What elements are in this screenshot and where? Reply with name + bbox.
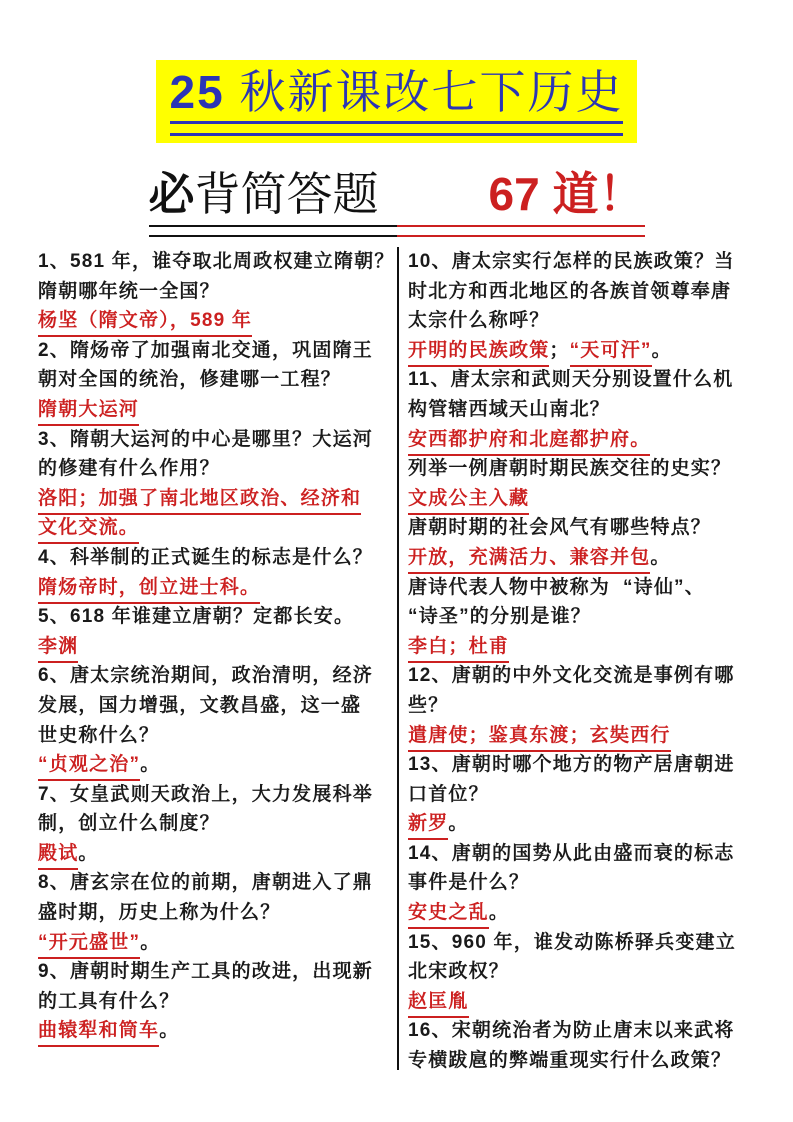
punctuation-segment: ； bbox=[549, 339, 570, 361]
question-text-segment: 些？ bbox=[408, 694, 449, 716]
qa-line bbox=[38, 928, 393, 958]
qa-line bbox=[38, 602, 393, 632]
title-double-underline bbox=[170, 121, 624, 136]
subtitle-black-rest: 背简答题 bbox=[194, 168, 379, 220]
question-text-segment: “诗圣”的分别是谁？ bbox=[408, 606, 592, 628]
qa-line bbox=[408, 721, 768, 751]
answer-text-segment: “开元盛世” bbox=[38, 929, 140, 959]
punctuation-segment: 。 bbox=[78, 842, 99, 864]
question-text-segment: 14、唐朝的国势从此由盛而衰的标志 bbox=[408, 842, 735, 864]
qa-line bbox=[408, 1016, 768, 1046]
page-title-text bbox=[170, 66, 624, 118]
question-text-segment: 朝对全国的统治，修建哪一工程？ bbox=[38, 369, 342, 391]
qa-line bbox=[408, 513, 768, 543]
qa-line bbox=[408, 395, 768, 425]
qa-line bbox=[38, 247, 393, 277]
question-text-segment: 唐朝时期的社会风气有哪些特点？ bbox=[408, 517, 712, 539]
question-text-segment: 5、618 年谁建立唐朝？定都长安。 bbox=[38, 606, 355, 628]
qa-line bbox=[38, 661, 393, 691]
answer-text-segment: 赵匡胤 bbox=[408, 988, 469, 1018]
qa-line bbox=[408, 602, 768, 632]
qa-line bbox=[408, 987, 768, 1017]
answer-text-segment: “天可汗” bbox=[570, 337, 652, 367]
page-title bbox=[156, 60, 638, 143]
question-text-segment: 专横跋扈的弊端重现实行什么政策？ bbox=[408, 1050, 732, 1072]
answer-text-segment: 隋炀帝时，创立进士科。 bbox=[38, 574, 260, 604]
question-text-segment: 列举一例唐朝时期民族交往的史实？ bbox=[408, 458, 732, 480]
answer-text-segment: 安史之乱 bbox=[408, 899, 489, 929]
qa-line bbox=[38, 1016, 393, 1046]
qa-line bbox=[38, 425, 393, 455]
qa-line bbox=[38, 336, 393, 366]
question-text-segment: 4、科举制的正式诞生的标志是什么？ bbox=[38, 546, 373, 568]
question-text-segment: 时北方和西北地区的各族首领尊奉唐 bbox=[408, 280, 732, 302]
answer-text-segment: 洛阳；加强了南北地区政治、经济和 bbox=[38, 485, 361, 515]
answer-text-segment: 开明的民族政策 bbox=[408, 337, 549, 367]
answer-text-segment: 李渊 bbox=[38, 633, 78, 663]
question-text-segment: 口首位？ bbox=[408, 783, 489, 805]
qa-line bbox=[38, 513, 393, 543]
question-text-segment: 隋朝哪年统一全国？ bbox=[38, 280, 220, 302]
qa-line bbox=[408, 454, 768, 484]
qa-line bbox=[38, 750, 393, 780]
question-text-segment: 盛时期，历史上称为什么？ bbox=[38, 902, 281, 924]
qa-line bbox=[408, 365, 768, 395]
qa-line bbox=[408, 898, 768, 928]
qa-line bbox=[408, 928, 768, 958]
punctuation-segment: 。 bbox=[448, 813, 469, 835]
subtitle-heavy-char: 必 bbox=[148, 168, 195, 220]
qa-line bbox=[408, 573, 768, 603]
question-text-segment: 8、唐玄宗在位的前期，唐朝进入了鼎 bbox=[38, 872, 373, 894]
question-text-segment: 唐诗代表人物中被称为 “诗仙”、 bbox=[408, 576, 705, 598]
qa-line bbox=[408, 750, 768, 780]
column-divider bbox=[397, 247, 399, 1070]
punctuation-segment: 。 bbox=[140, 931, 161, 953]
question-text-segment: 的工具有什么？ bbox=[38, 990, 180, 1012]
punctuation-segment: 。 bbox=[650, 546, 671, 568]
qa-line bbox=[38, 306, 393, 336]
subtitle-black-part bbox=[149, 167, 379, 221]
question-text-segment: 12、唐朝的中外文化交流是事例有哪 bbox=[408, 665, 735, 687]
qa-line bbox=[38, 454, 393, 484]
qa-line bbox=[38, 839, 393, 869]
qa-line bbox=[408, 306, 768, 336]
answer-text-segment: 殿试 bbox=[38, 840, 78, 870]
qa-line bbox=[38, 543, 393, 573]
qa-line bbox=[38, 957, 393, 987]
punctuation-segment: 。 bbox=[159, 1020, 180, 1042]
subtitle-section bbox=[149, 167, 645, 237]
qa-line bbox=[38, 484, 393, 514]
qa-line bbox=[38, 395, 393, 425]
question-text-segment: 构管辖西域天山南北？ bbox=[408, 398, 611, 420]
subtitle-underline-red bbox=[397, 225, 645, 237]
answer-text-segment: 杨坚（隋文帝），589 年 bbox=[38, 307, 252, 337]
qa-line bbox=[38, 809, 393, 839]
qa-line bbox=[38, 780, 393, 810]
qa-line bbox=[408, 1046, 768, 1076]
punctuation-segment: 。 bbox=[488, 902, 510, 924]
answer-text-segment: 隋朝大运河 bbox=[38, 396, 139, 426]
qa-line bbox=[38, 573, 393, 603]
question-text-segment: 事件是什么？ bbox=[408, 872, 530, 894]
qa-line bbox=[38, 721, 393, 751]
answer-text-segment: 开放，充满活力、兼容并包 bbox=[408, 544, 650, 574]
qa-line bbox=[38, 868, 393, 898]
qa-line bbox=[38, 277, 393, 307]
qa-line bbox=[38, 632, 393, 662]
question-text-segment: 世史称什么？ bbox=[38, 724, 160, 746]
answer-text-segment: “贞观之治” bbox=[38, 751, 140, 781]
qa-line bbox=[408, 543, 768, 573]
question-text-segment: 15、960 年，谁发动陈桥驿兵变建立 bbox=[408, 931, 736, 953]
question-text-segment: 北宋政权？ bbox=[408, 961, 510, 983]
question-text-segment: 1、581 年，谁夺取北周政权建立隋朝？ bbox=[38, 251, 395, 272]
answer-text-segment: 遣唐使；鉴真东渡；玄奘西行 bbox=[408, 722, 671, 752]
question-text-segment: 发展，国力增强，文教昌盛，这一盛 bbox=[38, 694, 362, 716]
qa-line bbox=[408, 809, 768, 839]
question-text-segment: 9、唐朝时期生产工具的改进，出现新 bbox=[38, 961, 373, 983]
question-text-segment: 2、隋炀帝了加强南北交通，巩固隋王 bbox=[38, 339, 373, 361]
punctuation-segment: 。 bbox=[140, 754, 161, 776]
qa-line bbox=[408, 839, 768, 869]
question-text-segment: 16、宋朝统治者为防止唐末以来武将 bbox=[408, 1020, 735, 1042]
questions-column-right bbox=[408, 247, 768, 1076]
punctuation-segment: 。 bbox=[651, 339, 672, 361]
question-text-segment: 13、唐朝时哪个地方的物产居唐朝进 bbox=[408, 754, 735, 776]
subtitle-double-underline bbox=[149, 225, 645, 237]
answer-text-segment: 文化交流。 bbox=[38, 514, 139, 544]
qa-line bbox=[408, 484, 768, 514]
qa-line bbox=[38, 365, 393, 395]
qa-line bbox=[38, 898, 393, 928]
page-subtitle bbox=[149, 167, 645, 221]
question-text-segment: 6、唐太宗统治期间，政治清明，经济 bbox=[38, 665, 373, 687]
qa-line bbox=[408, 691, 768, 721]
question-text-segment: 制，创立什么制度？ bbox=[38, 813, 220, 835]
title-section bbox=[0, 0, 793, 143]
question-text-segment: 3、隋朝大运河的中心是哪里？大运河 bbox=[38, 428, 373, 450]
answer-text-segment: 曲辕犁和筒车 bbox=[38, 1017, 159, 1047]
questions-column-left bbox=[38, 247, 393, 1076]
title-rest: 秋新课改七下历史 bbox=[224, 66, 624, 118]
answer-text-segment: 李白；杜甫 bbox=[408, 633, 509, 663]
qa-line bbox=[408, 780, 768, 810]
qa-line bbox=[408, 957, 768, 987]
qa-line bbox=[408, 247, 768, 277]
qa-body bbox=[0, 237, 793, 1076]
qa-line bbox=[38, 987, 393, 1017]
subtitle-count: 67 道！ bbox=[488, 168, 645, 220]
answer-text-segment: 文成公主入藏 bbox=[408, 485, 529, 515]
answer-text-segment: 新罗 bbox=[408, 810, 448, 840]
qa-line bbox=[408, 632, 768, 662]
question-text-segment: 的修建有什么作用？ bbox=[38, 458, 220, 480]
qa-line bbox=[408, 868, 768, 898]
subtitle-underline-black bbox=[149, 225, 397, 237]
question-text-segment: 7、女皇武则天政治上，大力发展科举 bbox=[38, 783, 373, 805]
qa-line bbox=[408, 425, 768, 455]
qa-line bbox=[38, 691, 393, 721]
question-text-segment: 太宗什么称呼？ bbox=[408, 310, 550, 332]
answer-text-segment: 安西都护府和北庭都护府。 bbox=[408, 426, 650, 456]
qa-line bbox=[408, 661, 768, 691]
qa-line bbox=[408, 336, 768, 366]
question-text-segment: 10、唐太宗实行怎样的民族政策？当 bbox=[408, 251, 735, 272]
qa-line bbox=[408, 277, 768, 307]
title-number: 25 bbox=[169, 66, 225, 118]
question-text-segment: 11、唐太宗和武则天分别设置什么机 bbox=[408, 369, 734, 391]
